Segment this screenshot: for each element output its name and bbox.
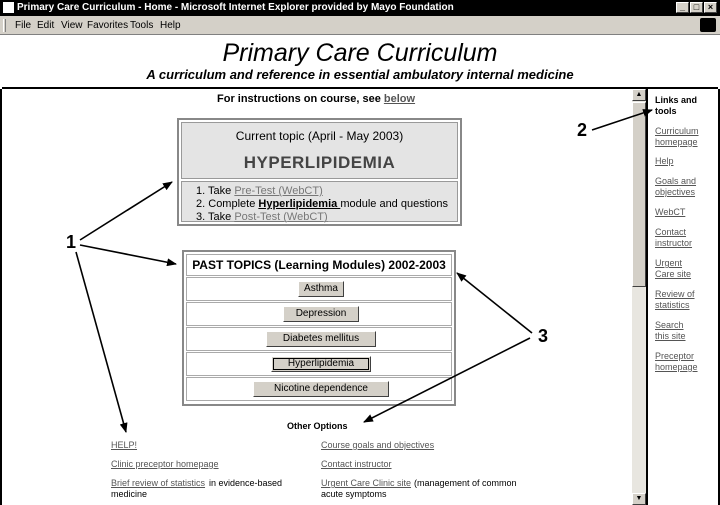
sidebar-item-help[interactable]: Help [655,156,674,166]
sidebar-item-curriculum-homepage[interactable]: Curriculum homepage [655,126,699,147]
step-number: 3. [196,211,206,223]
scroll-down-icon[interactable]: ▼ [632,493,646,505]
hyperlipidemia-module-link[interactable]: Hyperlipidemia [258,198,341,210]
sidebar-item-preceptor[interactable]: Preceptor homepage [655,351,698,372]
callout-2: 2 [577,120,588,140]
step-text: Take [208,185,235,197]
current-topic-name: HYPERLIPIDEMIA [243,153,396,172]
sidebar-item-webct[interactable]: WebCT [655,207,686,217]
urgent-care-link[interactable]: Urgent Care Clinic site [321,478,412,488]
post-test-link[interactable]: Post-Test (WebCT) [234,211,328,223]
close-icon[interactable]: × [704,2,717,13]
diabetes-button[interactable]: Diabetes mellitus [266,331,376,347]
urgent-care-note: (management of common [414,478,517,488]
step-text-tail: module and questions [340,198,448,210]
sidebar-item-contact[interactable]: Contact instructor [655,227,693,248]
hyperlipidemia-button[interactable]: Hyperlipidemia [271,356,371,372]
arrow-2-sidebar [592,110,652,130]
statistics-note: in evidence-based [209,478,283,488]
nicotine-button[interactable]: Nicotine dependence [253,381,389,397]
sidebar-item-goals[interactable]: Goals and objectives [655,176,697,197]
menu-help[interactable]: Help [160,20,181,31]
sidebar-item-search[interactable]: Search this site [655,320,686,341]
instructions-text: For instructions on course, see [217,93,381,105]
menu-file[interactable]: File [15,20,32,31]
minimize-icon[interactable]: _ [676,2,689,13]
past-topics-title: PAST TOPICS (Learning Modules) 2002-2003 [186,254,452,276]
page-subtitle: A curriculum and reference in essential ambulatory internal medicine [146,67,574,82]
menu-view[interactable]: View [61,20,83,31]
urgent-care-note-2: acute symptoms [321,489,387,499]
arrow-1-help [76,252,126,432]
arrow-3-options [364,338,530,422]
sidebar-item-urgent-care[interactable]: Urgent Care site [655,258,692,279]
current-topic-label: Current topic (April - May 2003) [235,129,404,143]
menu-edit[interactable]: Edit [37,20,55,31]
menu-favorites[interactable]: Favorites [87,20,129,31]
window-title: Primary Care Curriculum - Home - Microsoft Internet Explorer provided by Mayo Foundation [17,2,454,13]
maximize-icon[interactable]: □ [690,2,703,13]
step-text: Take [208,211,235,223]
other-options-heading: Other Options [287,421,348,431]
sidebar-item-statistics[interactable]: Review of statistics [655,289,695,310]
step-text: Complete [208,198,259,210]
asthma-button[interactable]: Asthma [298,281,344,297]
depression-button[interactable]: Depression [283,306,359,322]
help-link[interactable]: HELP! [111,440,138,450]
preceptor-link[interactable]: Clinic preceptor homepage [111,459,219,469]
statistics-link[interactable]: Brief review of statistics [111,478,206,488]
instructions-below-link[interactable]: below [383,93,416,105]
scroll-up-icon[interactable]: ▲ [632,89,646,101]
callout-3: 3 [538,326,549,346]
arrow-3-past [457,273,532,333]
step-number: 2. [196,198,206,210]
page-title: Primary Care Curriculum [222,39,498,67]
callout-1: 1 [66,232,77,252]
sidebar-heading: Links and tools [655,95,698,116]
step-number: 1. [196,185,206,197]
arrow-1-past [80,245,176,264]
pre-test-link[interactable]: Pre-Test (WebCT) [234,185,323,197]
arrow-1-current [80,182,172,240]
menu-tools[interactable]: Tools [130,20,154,31]
goals-link[interactable]: Course goals and objectives [321,440,435,450]
contact-link[interactable]: Contact instructor [321,459,392,469]
statistics-note-2: medicine [111,489,148,499]
